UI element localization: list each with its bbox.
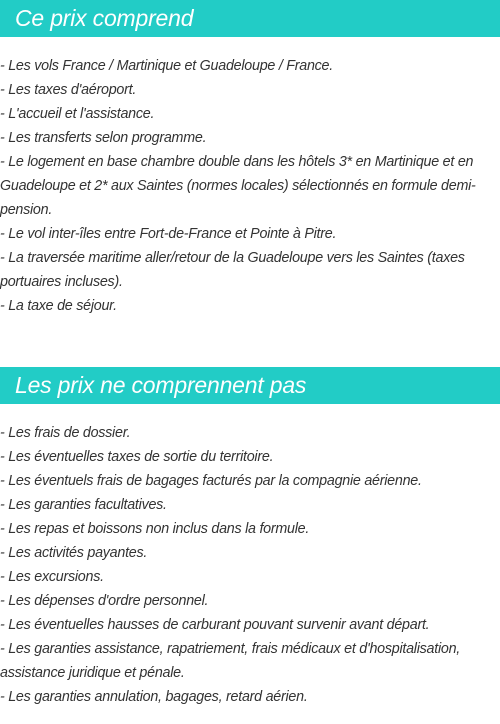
list-item: - Les garanties facultatives. — [0, 497, 167, 513]
section-title-included: Ce prix comprend — [0, 0, 500, 37]
list-item: - Les frais de dossier. — [0, 425, 131, 441]
list-item: - Les dépenses d'ordre personnel. — [0, 593, 209, 609]
list-item: - Les éventuels frais de bagages facturés par la compagnie aérienne. — [0, 473, 422, 489]
list-item: - Les transferts selon programme. — [0, 130, 207, 146]
list-item: - Le vol inter-îles entre Fort-de-France et Pointe à Pitre. — [0, 226, 337, 242]
included-list — [0, 54, 498, 318]
list-item: - La traversée maritime aller/retour de la Guadeloupe vers les Saintes (taxes portuaires incluses). — [0, 250, 465, 290]
list-item: - Les excursions. — [0, 569, 104, 585]
list-item: - Les taxes d'aéroport. — [0, 82, 137, 98]
list-item: - L'accueil et l'assistance. — [0, 106, 155, 122]
list-item: - Les garanties assistance, rapatriement, frais médicaux et d'hospitalisation, assistance juridique et pénale. — [0, 641, 461, 681]
list-item: - Les garanties annulation, bagages, retard aérien. — [0, 689, 308, 705]
list-item: - Le logement en base chambre double dans les hôtels 3* en Martinique et en Guadeloupe et 2* aux Saintes (normes locales) sélectionnés en formule demi-pension. — [0, 154, 476, 218]
list-item: - Les vols France / Martinique et Guadeloupe / France. — [0, 58, 333, 74]
list-item: - Les activités payantes. — [0, 545, 148, 561]
section-title-excluded: Les prix ne comprennent pas — [0, 367, 500, 404]
list-item: - Les éventuelles hausses de carburant pouvant survenir avant départ. — [0, 617, 430, 633]
excluded-list — [0, 421, 498, 709]
list-item: - Les éventuelles taxes de sortie du territoire. — [0, 449, 274, 465]
list-item: - La taxe de séjour. — [0, 298, 117, 314]
list-item: - Les repas et boissons non inclus dans la formule. — [0, 521, 310, 537]
